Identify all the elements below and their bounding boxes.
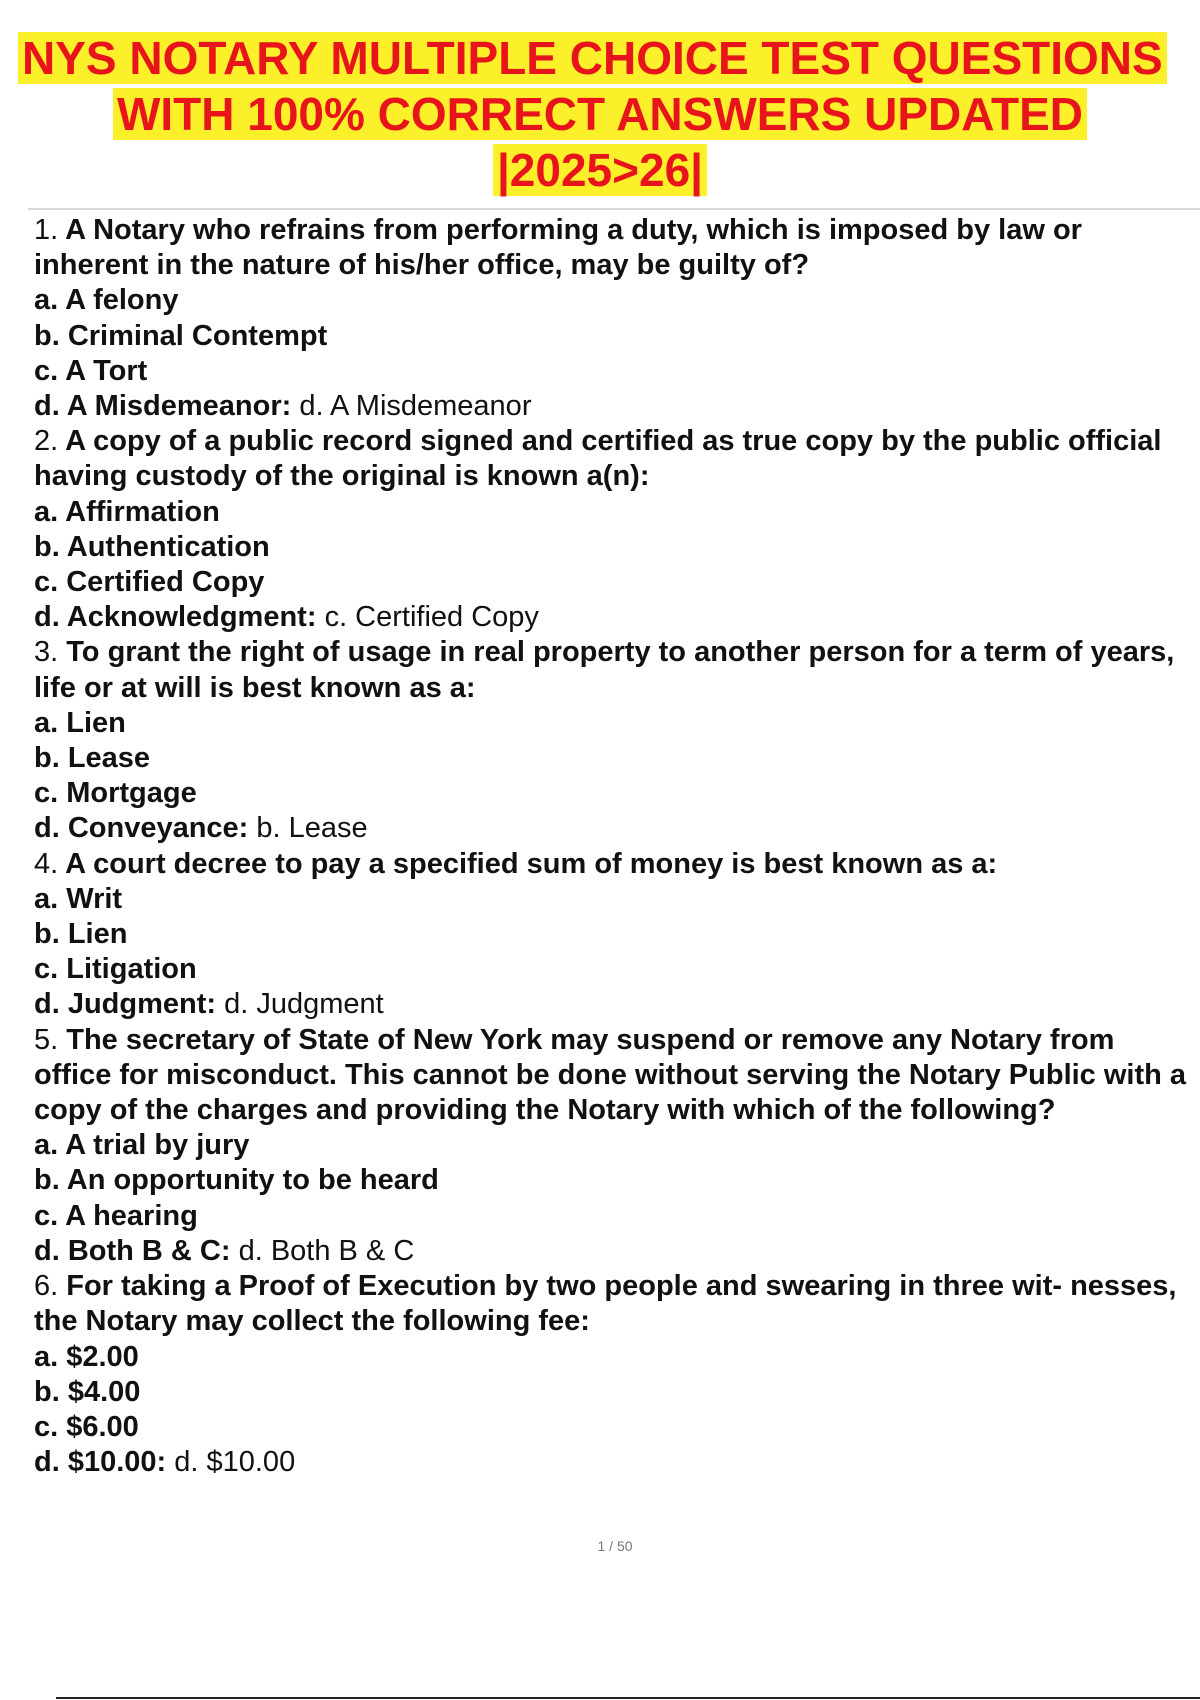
option-d: d. Conveyance: b. Lease (34, 812, 368, 845)
option-d: d. A Misdemeanor: d. A Misdemeanor (34, 390, 532, 423)
question-text: 5. The secretary of State of New York may suspend or remove any Notary from office for misconduct. This cannot be done without serving the Notary Public with a copy of the charges and providing the Notary with which of the following? (34, 1023, 1187, 1127)
page-bottom-divider (56, 1697, 1200, 1699)
option-c: c. Certified Copy (34, 566, 265, 599)
question-text: 2. A copy of a public record signed and certified as true copy by the public official having custody of the original is known a(n): (34, 425, 1162, 493)
option-a: a. A felony (34, 284, 179, 317)
title-line-2: WITH 100% CORRECT ANSWERS UPDATED (0, 86, 1200, 142)
document-title (0, 30, 1200, 198)
correct-answer: d. Judgment (224, 988, 384, 1021)
page-number: 1 / 50 (597, 1538, 633, 1554)
option-c: c. A hearing (34, 1199, 198, 1232)
correct-answer: b. Lease (256, 812, 368, 845)
option-a: a. Writ (34, 882, 123, 915)
title-line-3: |2025>26| (0, 142, 1200, 198)
option-b: b. An opportunity to be heard (34, 1164, 439, 1197)
option-c: c. A Tort (34, 354, 148, 387)
option-b: b. Authentication (34, 530, 270, 563)
question-item (34, 213, 1194, 424)
option-c: c. Litigation (34, 953, 197, 986)
question-item (34, 635, 1194, 846)
question-text: 4. A court decree to pay a specified sum of money is best known as a: (34, 847, 998, 880)
question-item (34, 1269, 1194, 1480)
question-item (34, 1023, 1194, 1269)
question-item (34, 424, 1194, 635)
title-line-1: NYS NOTARY MULTIPLE CHOICE TEST QUESTIONS (0, 30, 1200, 86)
option-a: a. Affirmation (34, 495, 220, 528)
option-b: b. Criminal Contempt (34, 319, 328, 352)
correct-answer: d. $10.00 (174, 1446, 296, 1479)
question-text: 3. To grant the right of usage in real property to another person for a term of years, life or at will is best known as a: (34, 636, 1175, 704)
question-text: 1. A Notary who refrains from performing a duty, which is imposed by law or inherent in the nature of his/her office, may be guilty of? (34, 214, 1082, 282)
option-a: a. A trial by jury (34, 1129, 250, 1162)
option-b: b. $4.00 (34, 1375, 141, 1408)
option-a: a. $2.00 (34, 1340, 139, 1373)
correct-answer: d. A Misdemeanor (299, 390, 532, 423)
option-d: d. $10.00: d. $10.00 (34, 1446, 296, 1479)
option-a: a. Lien (34, 706, 126, 739)
title-divider (28, 208, 1200, 210)
option-d: d. Judgment: d. Judgment (34, 988, 384, 1021)
option-d: d. Acknowledgment: c. Certified Copy (34, 601, 539, 634)
option-c: c. Mortgage (34, 777, 197, 810)
correct-answer: d. Both B & C (238, 1234, 415, 1267)
option-c: c. $6.00 (34, 1410, 139, 1443)
option-b: b. Lease (34, 742, 151, 775)
question-item (34, 847, 1194, 1023)
question-list (34, 213, 1194, 1480)
question-text: 6. For taking a Proof of Execution by two people and swearing in three wit- nesses, the Notary may collect the following fee: (34, 1270, 1177, 1338)
option-b: b. Lien (34, 918, 128, 951)
option-d: d. Both B & C: d. Both B & C (34, 1234, 415, 1267)
correct-answer: c. Certified Copy (324, 601, 539, 634)
